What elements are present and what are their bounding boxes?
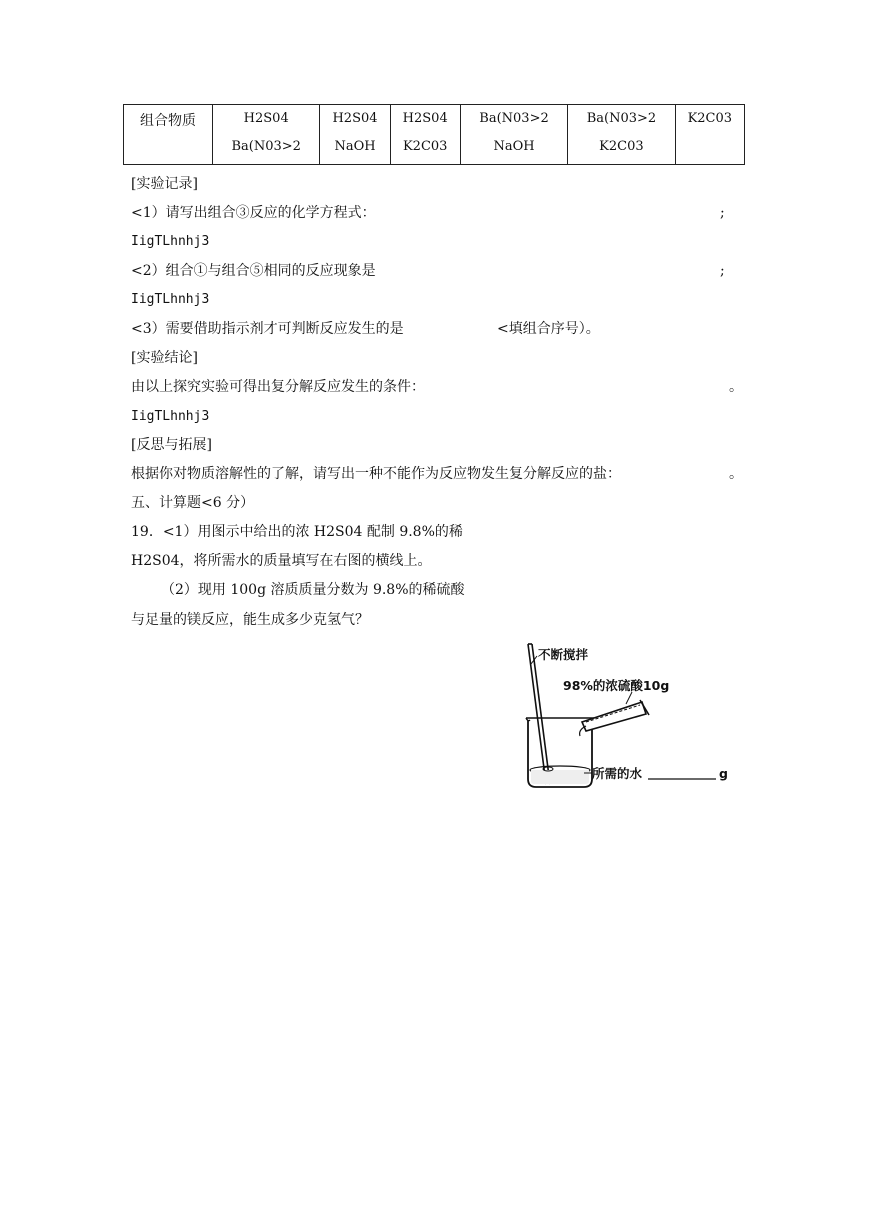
question-1-text: <1）请写出组合③反应的化学方程式： — [131, 205, 376, 221]
table-cell: H2S04 K2C03 — [390, 105, 460, 165]
section-heading-conclusion: [实验结论] — [131, 350, 198, 366]
table-cell: Ba(N03>2 K2C03 — [568, 105, 675, 165]
question-3 — [131, 319, 731, 339]
table-cell: H2S04 Ba(N03>2 — [213, 105, 320, 165]
problem-19-line-2: H2S04，将所需水的质量填写在右图的横线上。 — [131, 553, 432, 569]
watermark-code: IigTLhnhj3 — [131, 409, 210, 424]
water-label: 所需的水 — [592, 766, 643, 781]
reflection-end: 。 — [729, 466, 743, 482]
question-2-text: <2）组合①与组合⑤相同的反应现象是 — [131, 263, 376, 279]
reflection-question: 根据你对物质溶解性的了解，请写出一种不能作为反应物发生复分解反应的盐： — [131, 466, 621, 482]
problem-19-line-4: 与足量的镁反应，能生成多少克氢气？ — [131, 612, 369, 628]
question-3-text: <3）需要借助指示剂才可判断反应发生的是 — [131, 321, 404, 337]
beaker-figure — [520, 638, 735, 790]
water-unit: g — [719, 766, 728, 781]
beaker-icon — [526, 718, 594, 787]
section-heading-calculation: 五、计算题<6 分） — [131, 495, 255, 511]
question-2-end: ; — [720, 263, 725, 279]
table-cell: H2S04 NaOH — [320, 105, 390, 165]
watermark-code: IigTLhnhj3 — [131, 292, 210, 307]
question-3-tail: <填组合序号）。 — [497, 321, 600, 337]
conclusion-question: 由以上探究实验可得出复分解反应发生的条件： — [131, 379, 425, 395]
conclusion-text — [131, 377, 741, 397]
section-heading-reflection: [反思与拓展] — [131, 437, 212, 453]
table-row — [124, 105, 745, 165]
table-cell: Ba(N03>2 NaOH — [460, 105, 567, 165]
question-1-end: ; — [720, 205, 725, 221]
question-2 — [131, 261, 731, 281]
beaker-illustration — [520, 638, 735, 790]
conclusion-end: 。 — [729, 379, 743, 395]
stirring-rod-icon — [528, 644, 550, 784]
reflection-text — [131, 464, 741, 484]
table-cell: K2C03 — [675, 105, 744, 165]
section-heading-record: [实验记录] — [131, 176, 198, 192]
question-1 — [131, 203, 731, 223]
acid-label: 98%的浓硫酸10g — [563, 678, 670, 693]
table-header-cell: 组合物质 — [124, 105, 213, 165]
problem-19-line-1: 19．<1）用图示中给出的浓 H2S04 配制 9.8%的稀 — [131, 524, 463, 540]
stir-label: 不断搅拌 — [538, 647, 589, 662]
watermark-code: IigTLhnhj3 — [131, 234, 210, 249]
problem-19-line-3: （2）现用 100g 溶质质量分数为 9.8%的稀硫酸 — [161, 582, 465, 598]
combination-table — [123, 104, 745, 165]
